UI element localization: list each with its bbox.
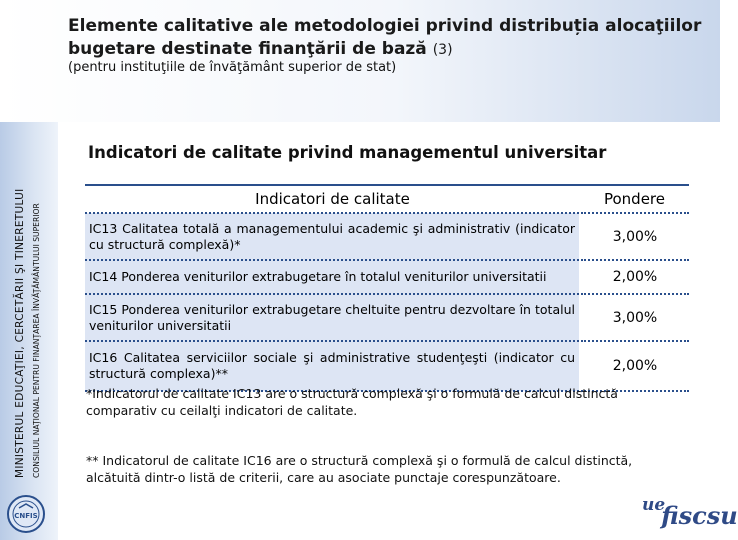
brand-part-1: ue xyxy=(642,495,666,515)
weight-cell: 2,00% xyxy=(580,260,689,294)
indicator-cell: IC15 Ponderea veniturilor extrabugetare cheltuite pentru dezvoltare în totalul veniturilor universitatii xyxy=(85,294,580,341)
title-line-2: bugetare destinate finanţării de bază xyxy=(68,39,427,59)
table-row xyxy=(85,213,689,260)
cnfis-logo-icon xyxy=(6,494,46,534)
ministry-label: MINISTERUL EDUCAŢIEI, CERCETĂRII ŞI TINERETULUI xyxy=(14,188,26,478)
council-label: CONSILIUL NAŢIONAL PENTRU FINANŢAREA ÎNVĂŢĂMÂNTULUI SUPERIOR xyxy=(32,203,41,478)
table-row xyxy=(85,294,689,341)
header-weight: Pondere xyxy=(580,185,689,213)
page-subtitle: (pentru instituţiile de învăţământ superior de stat) xyxy=(68,60,397,75)
table-header-row xyxy=(85,185,689,213)
logo-text: CNFIS xyxy=(14,512,38,520)
title-line-1: Elemente calitative ale metodologiei privind distribuția alocaţiilor xyxy=(68,16,702,36)
header-band xyxy=(0,0,720,122)
header-indicators: Indicatori de calitate xyxy=(85,185,580,213)
table-row xyxy=(85,260,689,294)
title-number: (3) xyxy=(432,42,453,58)
table-row xyxy=(85,341,689,391)
footnote-ic13: *Indicatorul de calitate IC13 are o structură complexă şi o formulă de calcul distinctă comparativ cu ceilalţi indicatori de calitate. xyxy=(86,386,618,418)
indicator-cell: IC14 Ponderea veniturilor extrabugetare în totalul veniturilor universitatii xyxy=(85,260,580,294)
indicator-cell: IC13 Calitatea totală a managementului academic şi administrativ (indicator cu structură complexă)* xyxy=(85,213,580,260)
sidebar-band xyxy=(0,122,58,540)
uefiscsu-logo xyxy=(642,495,738,530)
brand-part-2: fiscsu xyxy=(661,501,738,530)
indicators-table xyxy=(85,184,689,392)
weight-cell: 3,00% xyxy=(580,213,689,260)
section-title: Indicatori de calitate privind managementul universitar xyxy=(88,143,607,162)
page-title xyxy=(68,15,708,62)
footnote-ic16: ** Indicatorul de calitate IC16 are o structură complexă şi o formulă de calcul distinctă, alcătuită dintr-o listă de criterii, care au asociate punctaje corespunzătoare. xyxy=(86,453,633,485)
indicator-cell: IC16 Calitatea serviciilor sociale şi administrative studenţeşti (indicator cu structură complexa)** xyxy=(85,341,580,391)
weight-cell: 2,00% xyxy=(580,341,689,391)
weight-cell: 3,00% xyxy=(580,294,689,341)
